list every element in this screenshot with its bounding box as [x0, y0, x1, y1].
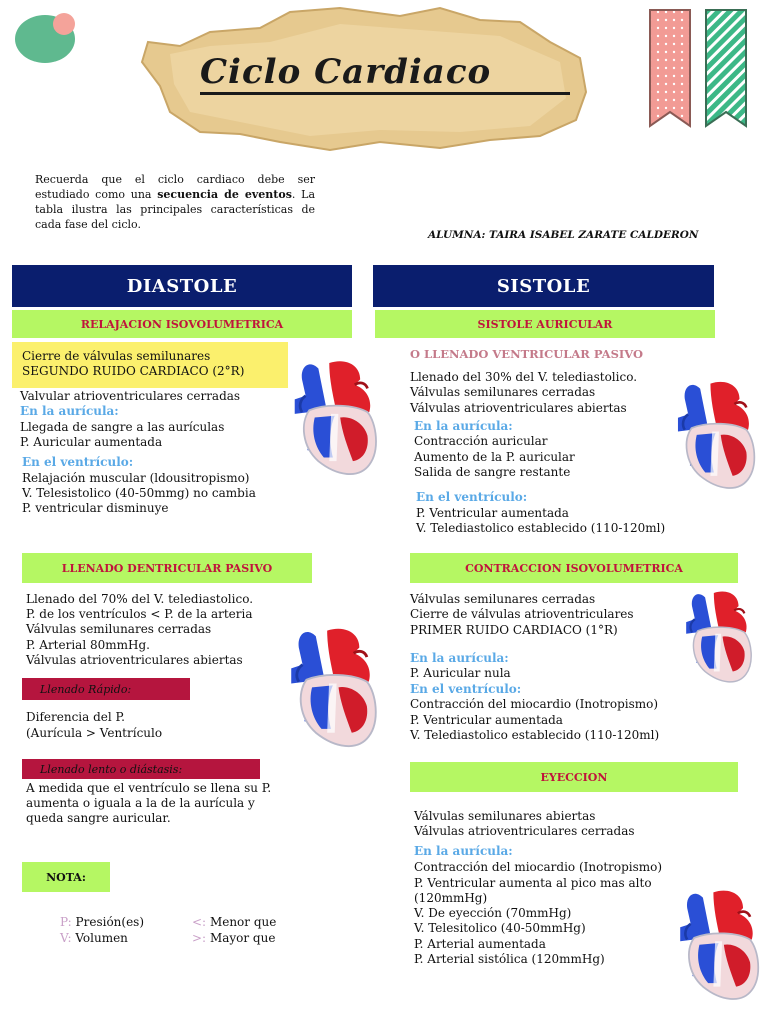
contraccion-auricula-1: P. Auricular nula [410, 666, 511, 680]
relajacion-ventriculo-label: En el ventrículo: [22, 455, 134, 469]
ribbon-banners [646, 8, 752, 130]
eyeccion-auricula-label: En la aurícula: [414, 844, 513, 858]
sistole-auricular-subtitle: O LLENADO VENTRICULAR PASIVO [410, 347, 643, 361]
diastole-header: DIASTOLE [12, 265, 352, 307]
sistole-auricular-line-3: Válvulas atrioventriculares abiertas [410, 401, 627, 415]
nota-item-gt [192, 931, 275, 946]
nota-value-v: Volumen [75, 931, 128, 945]
llenado-bar: LLENADO DENTRICULAR PASIVO [22, 553, 312, 583]
sistole-auricular-line-2: Válvulas semilunares cerradas [410, 385, 596, 399]
nota-bar: NOTA: [22, 862, 110, 892]
relajacion-auricula-label: En la aurícula: [20, 404, 119, 418]
sistole-auricular-ventriculo-label: En el ventrículo: [416, 490, 528, 504]
contraccion-bar: CONTRACCION ISOVOLUMETRICA [410, 553, 738, 583]
llenado-line-1: Llenado del 70% del V. telediastolico. [26, 592, 254, 606]
decorative-circles [14, 10, 78, 66]
relajacion-auricula-2: P. Auricular aumentada [20, 435, 163, 449]
relajacion-ventriculo-1: Relajación muscular (ldousitropismo) [22, 471, 250, 485]
heart-illustration-llenado [278, 618, 382, 768]
relajacion-line-1: Valvular atrioventriculares cerradas [20, 389, 241, 403]
eyeccion-line-2: Válvulas atrioventriculares cerradas [414, 824, 635, 838]
relajacion-ventriculo-3: P. ventricular disminuye [22, 501, 169, 515]
eyeccion-auricula-5: V. Telesitolico (40-50mmHg) [414, 921, 586, 935]
llenado-rapido-tag: Llenado Rápido: [22, 678, 190, 700]
llenado-rapido-1: Diferencia del P. [26, 710, 125, 724]
llenado-line-3: Válvulas semilunares cerradas [26, 622, 212, 636]
eyeccion-auricula-3: (120mmHg) [414, 891, 488, 905]
heart-illustration-sistole-auricular [666, 376, 760, 504]
contraccion-ventriculo-3: V. Telediastolico establecido (110-120ml) [410, 728, 660, 742]
nota-key-v: V: [60, 931, 72, 945]
nota-item-lt [192, 915, 276, 930]
nota-value-lt: Menor que [209, 915, 277, 929]
sistole-auricular-bar: SISTOLE AURICULAR [375, 310, 715, 338]
nota-value-p: Presión(es) [75, 915, 145, 929]
llenado-lento-3: queda sangre auricular. [26, 811, 171, 825]
eyeccion-auricula-4: V. De eyección (70mmHg) [414, 906, 572, 920]
eyeccion-bar: EYECCION [410, 762, 738, 792]
intro-part1: Recuerda que el ciclo cardiaco debe ser estudiado como una [35, 173, 315, 201]
nota-key-gt: >: [192, 931, 207, 945]
contraccion-line-3: PRIMER RUIDO CARDIACO (1°R) [410, 623, 618, 637]
intro-part2: . La tabla ilustra las principales características de cada fase del ciclo. [35, 188, 315, 231]
sistole-auricular-ventriculo-2: V. Telediastolico establecido (110-120ml) [416, 521, 666, 535]
llenado-rapido-2: (Aurícula > Ventrículo [26, 726, 163, 740]
llenado-line-4: P. Arterial 80mmHg. [26, 638, 150, 652]
contraccion-line-2: Cierre de válvulas atrioventriculares [410, 607, 634, 621]
llenado-lento-tag: Llenado lento o diástasis: [22, 759, 260, 779]
sistole-auricular-line-1: Llenado del 30% del V. telediastolico. [410, 370, 638, 384]
contraccion-auricula-label: En la aurícula: [410, 651, 509, 665]
contraccion-ventriculo-2: P. Ventricular aumentada [410, 713, 563, 727]
eyeccion-auricula-6: P. Arterial aumentada [414, 937, 546, 951]
llenado-line-5: Válvulas atrioventriculares abiertas [26, 653, 243, 667]
eyeccion-line-1: Válvulas semilunares abiertas [414, 809, 596, 823]
nota-value-gt: Mayor que [209, 931, 276, 945]
relajacion-bar: RELAJACION ISOVOLUMETRICA [12, 310, 352, 338]
sistole-auricular-ventriculo-1: P. Ventricular aumentada [416, 506, 569, 520]
llenado-lento-1: A medida que el ventrículo se llena su P. [26, 781, 272, 795]
heart-illustration-eyeccion [668, 882, 764, 1018]
sistole-auricular-auricula-1: Contracción auricular [414, 434, 548, 448]
title-underline [200, 92, 570, 95]
nota-item-v [60, 931, 128, 946]
contraccion-ventriculo-label: En el ventrículo: [410, 682, 522, 696]
llenado-line-2: P. de los ventrículos < P. de la arteria [26, 607, 253, 621]
eyeccion-auricula-2: P. Ventricular aumenta al pico mas alto [414, 876, 652, 890]
heart-illustration-contraccion [676, 586, 756, 696]
intro-text [35, 172, 315, 232]
relajacion-ventriculo-2: V. Telesistolico (40-50mmg) no cambia [22, 486, 256, 500]
sistole-auricular-auricula-2: Aumento de la P. auricular [414, 450, 575, 464]
sistole-auricular-auricula-label: En la aurícula: [414, 419, 513, 433]
eyeccion-auricula-7: P. Arterial sistólica (120mmHg) [414, 952, 605, 966]
contraccion-line-1: Válvulas semilunares cerradas [410, 592, 596, 606]
sistole-header: SISTOLE [373, 265, 714, 307]
sistole-auricular-auricula-3: Salida de sangre restante [414, 465, 571, 479]
relajacion-auricula-1: Llegada de sangre a las aurículas [20, 420, 225, 434]
nota-key-lt: <: [192, 915, 207, 929]
contraccion-ventriculo-1: Contracción del miocardio (Inotropismo) [410, 697, 659, 711]
intro-bold: secuencia de eventos [157, 188, 292, 201]
student-name: ALUMNA: TAIRA ISABEL ZARATE CALDERON [428, 229, 699, 241]
relajacion-highlight-2: SEGUNDO RUIDO CARDIACO (2°R) [22, 364, 245, 378]
nota-item-p [60, 915, 144, 930]
eyeccion-auricula-1: Contracción del miocardio (Inotropismo) [414, 860, 663, 874]
relajacion-highlight-1: Cierre de válvulas semilunares [22, 349, 211, 363]
page-title: Ciclo Cardiaco [200, 52, 492, 92]
heart-illustration-relajacion [282, 352, 382, 494]
nota-key-p: P: [60, 915, 72, 929]
llenado-lento-2: aumenta o iguala a la de la aurícula y [26, 796, 255, 810]
